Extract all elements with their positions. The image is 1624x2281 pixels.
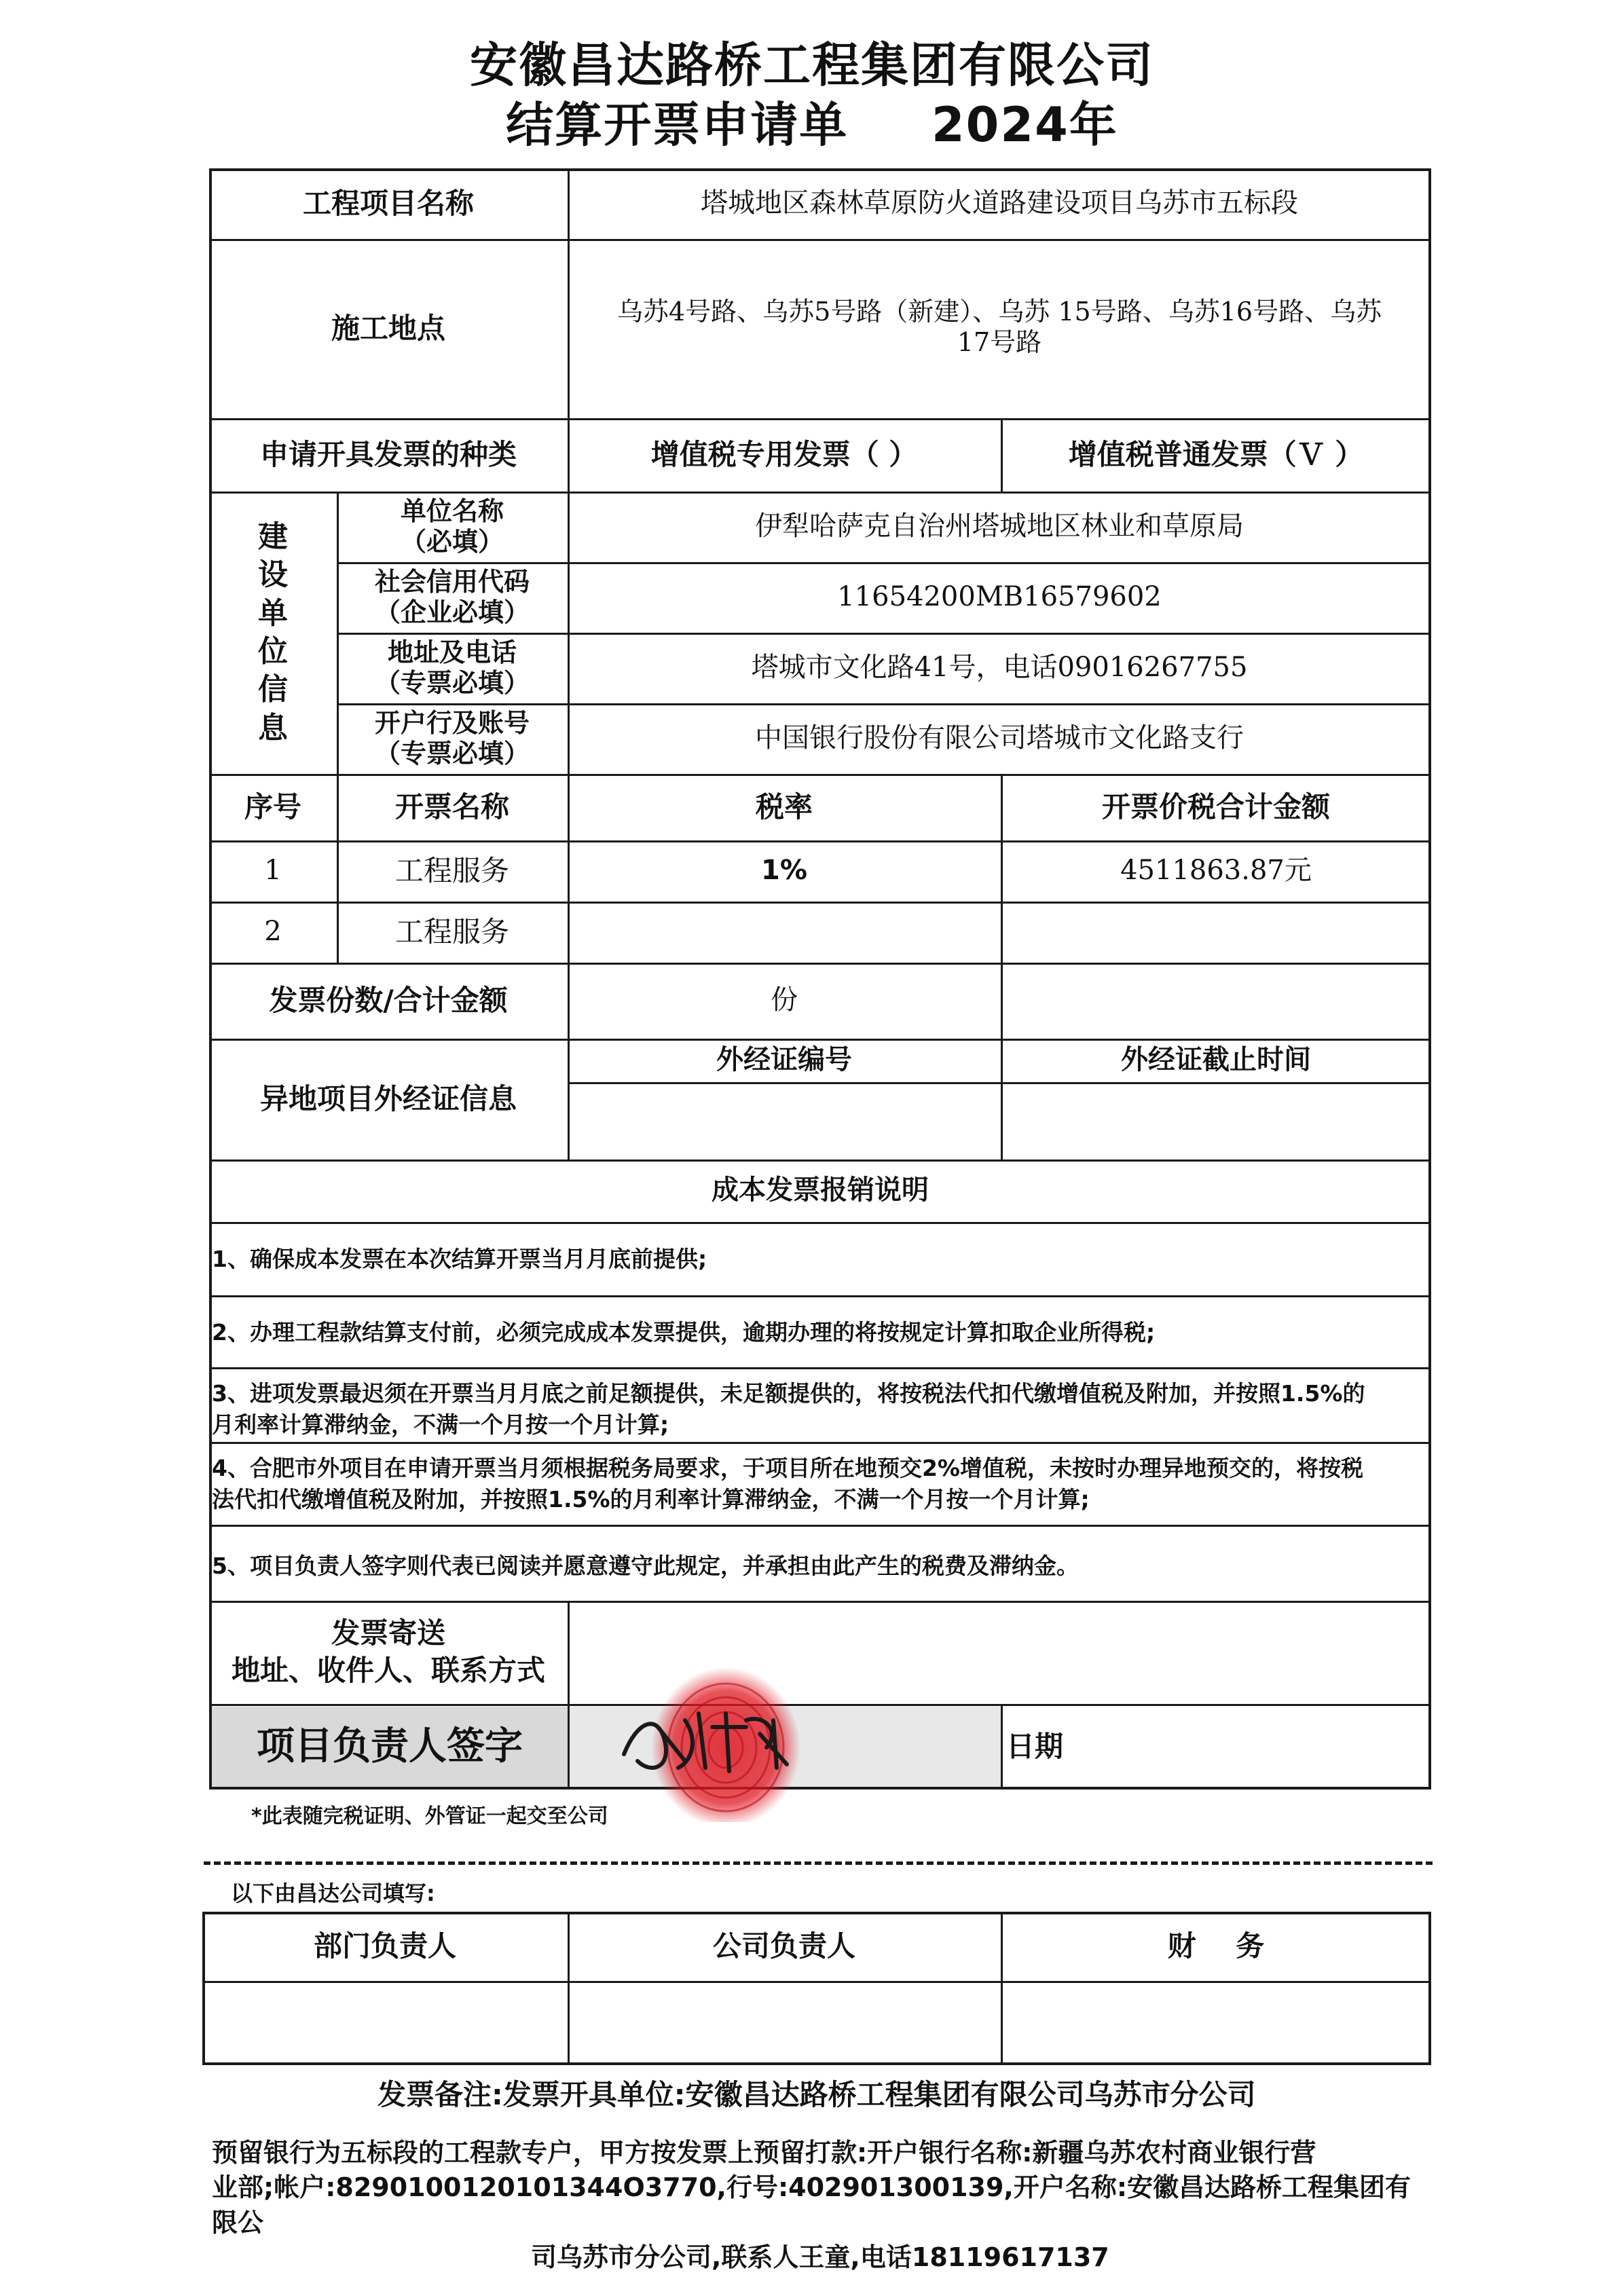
note-5: 5、项目负责人签字则代表已阅读并愿意遵守此规定，并承担由此产生的税费及滞纳金。 <box>212 1553 1079 1579</box>
bank-account-label-line-1: 开户行及账号 <box>374 708 530 739</box>
signature-area <box>570 1707 1001 1787</box>
row-2-amount <box>1001 902 1431 963</box>
credit-code-label-line-2: （企业必填） <box>374 597 530 627</box>
row-2-name: 工程服务 <box>394 915 509 949</box>
unit-name-label-line-2: （必填） <box>400 527 504 557</box>
row-divider <box>202 1981 1431 1983</box>
group-label-char: 设 <box>258 557 288 593</box>
delivery-label-line-1: 发票寄送 <box>331 1616 445 1650</box>
header-invoice-name: 开票名称 <box>394 790 509 824</box>
date-label: 日期 <box>1006 1730 1064 1764</box>
handwritten-signature-icon <box>610 1700 814 1781</box>
row-1-rate: 1% <box>761 855 807 887</box>
invoice-count-unit: 份 <box>771 984 798 1016</box>
credit-code-label-line-1: 社会信用代码 <box>374 567 530 597</box>
note-2: 2、办理工程款结算支付前，必须完成成本发票提供，逾期办理的将按规定计算扣取企业所得税; <box>212 1319 1156 1346</box>
credit-code-value: 11654200MB16579602 <box>837 581 1162 613</box>
note-1: 1、确保成本发票在本次结算开票当月月底前提供; <box>212 1246 707 1272</box>
note-3-line-1: 3、进项发票最迟须在开票当月月底之前足额提供，未足额提供的，将按税法代扣代缴增值税及附加，并按照1.5%的 <box>212 1380 1365 1407</box>
bank-account-label <box>337 703 568 774</box>
group-label-char: 信 <box>258 672 288 707</box>
credit-code-label <box>337 562 568 633</box>
bank-remark-line-3: 司乌苏市分公司,联系人王童,电话18119617137 <box>531 2242 1109 2272</box>
header-tax-rate: 税率 <box>755 790 813 824</box>
note-4-line-1: 4、合肥市外项目在申请开票当月须根据税务局要求，于项目所在地预交2%增值税，未按时办理异地预交的，将按税 <box>212 1455 1363 1481</box>
dashed-separator <box>204 1861 1433 1865</box>
bank-account-value: 中国银行股份有限公司塔城市文化路支行 <box>755 722 1244 754</box>
address-phone-value: 塔城市文化路41号，电话09016267755 <box>751 652 1248 684</box>
bank-account-label-line-2: （专票必填） <box>374 739 530 768</box>
row-divider <box>209 1367 1431 1369</box>
header-seq: 序号 <box>244 790 301 824</box>
address-phone-label <box>337 633 568 703</box>
group-label-char: 位 <box>258 634 288 669</box>
note-4 <box>212 1453 1407 1515</box>
submission-remark: *此表随完税证明、外管证一起交至公司 <box>251 1804 608 1828</box>
invoice-type-special: 增值税专用发票（ ） <box>650 438 918 472</box>
column-divider <box>1001 1704 1003 1789</box>
group-label-char: 建 <box>258 519 288 555</box>
unit-name-value: 伊犁哈萨克自治州塔城地区林业和草原局 <box>755 511 1244 542</box>
delivery-label <box>209 1601 568 1704</box>
invoice-remark-line: 发票备注:发票开具单位:安徽昌达路桥工程集团有限公司乌苏市分公司 <box>377 2078 1256 2111</box>
delivery-label-line-2: 地址、收件人、联系方式 <box>231 1654 545 1687</box>
form-title-row <box>0 87 1624 155</box>
group-label-char: 息 <box>258 710 288 745</box>
form-title: 结算开票申请单 <box>506 97 849 153</box>
site-value <box>574 285 1424 369</box>
invoice-type-label: 申请开具发票的种类 <box>259 438 517 472</box>
site-label: 施工地点 <box>331 312 445 346</box>
row-2-seq: 2 <box>264 916 282 948</box>
group-label-char: 单 <box>258 595 288 631</box>
address-phone-label-line-2: （专票必填） <box>374 668 530 698</box>
project-leader-sign-label: 项目负责人签字 <box>212 1707 568 1787</box>
company-title: 安徽昌达路桥工程集团有限公司 <box>470 37 1154 93</box>
company-fill-intro: 以下由昌达公司填写: <box>231 1880 435 1906</box>
invoice-type-normal: 增值税普通发票（Ｖ ） <box>1068 438 1364 472</box>
company-head-header: 公司负责人 <box>712 1929 855 1963</box>
offsite-cert-number-header: 外经证编号 <box>716 1044 852 1076</box>
row-2-rate <box>568 902 1001 963</box>
project-name-label: 工程项目名称 <box>302 187 474 221</box>
project-name-value: 塔城地区森林草原防火道路建设项目乌苏市五标段 <box>701 187 1298 219</box>
bank-remark-line-1: 预留银行为五标段的工程款专户，甲方按发票上预留打款:开户银行名称:新疆乌苏农村商业银行营 <box>212 2138 1316 2168</box>
header-total-amount: 开票价税合计金额 <box>1101 790 1330 824</box>
offsite-cert-label: 异地项目外经证信息 <box>259 1082 517 1116</box>
row-divider <box>209 1525 1431 1527</box>
note-3 <box>212 1378 1407 1440</box>
row-1-name: 工程服务 <box>394 854 509 888</box>
builder-info-group-label <box>209 492 337 774</box>
row-divider <box>209 1442 1431 1444</box>
bank-remark <box>212 2136 1434 2275</box>
note-4-line-2: 法代扣代缴增值税及附加，并按照1.5%的月利率计算滞纳金，不满一个月按一个月计算; <box>212 1485 1090 1513</box>
bank-remark-line-2: 业部;帐户:8290100120101344O3770,行号:402901300139,开户名称:安徽昌达路桥工程集团有限公 <box>212 2172 1411 2238</box>
unit-name-label <box>337 492 568 562</box>
row-1-seq: 1 <box>264 855 282 887</box>
form-year: 2024年 <box>931 97 1118 153</box>
finance-header: 财 务 <box>1167 1929 1265 1963</box>
offsite-cert-deadline-header: 外经证截止时间 <box>1121 1044 1311 1076</box>
dept-head-header: 部门负责人 <box>313 1929 456 1963</box>
notes-title: 成本发票报销说明 <box>712 1174 929 1206</box>
row-divider <box>209 1222 1431 1224</box>
row-divider <box>568 1082 1431 1084</box>
note-3-line-2: 月利率计算滞纳金，不满一个月按一个月计算; <box>212 1411 669 1438</box>
site-value-line-2: 17号路 <box>957 327 1042 357</box>
address-phone-label-line-1: 地址及电话 <box>387 637 517 668</box>
site-value-line-1: 乌苏4号路、乌苏5号路（新建）、乌苏 15号路、乌苏16号路、乌苏 <box>616 297 1382 327</box>
row-divider <box>209 1295 1431 1297</box>
unit-name-label-line-1: 单位名称 <box>400 496 504 527</box>
row-1-amount: 4511863.87元 <box>1120 855 1312 887</box>
invoice-count-label: 发票份数/合计金额 <box>269 984 508 1018</box>
